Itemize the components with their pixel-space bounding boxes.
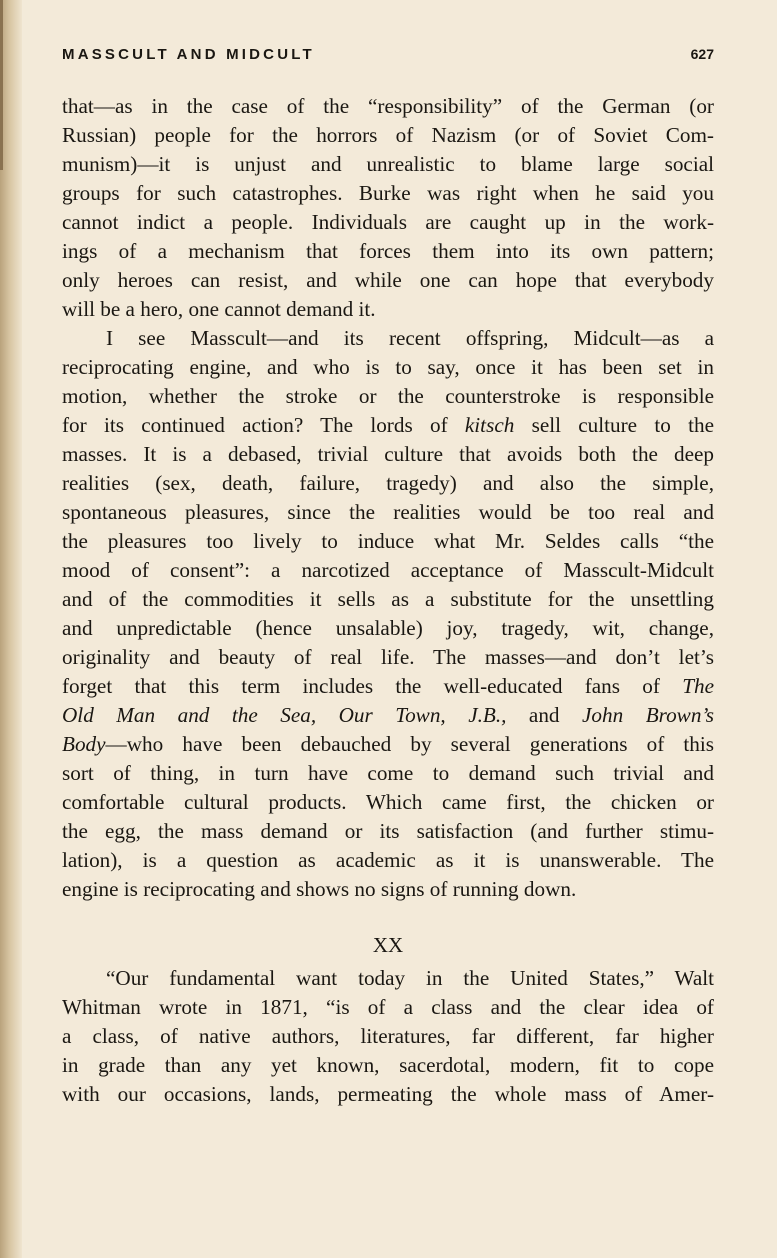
text-line: with our occasions, lands, permeating the whole mass of Amer- xyxy=(62,1082,714,1106)
text-line: I see Masscult—and its recent offspring, Midcult—as a xyxy=(106,326,714,350)
text-run: and xyxy=(506,703,583,727)
text-line: that—as in the case of the “responsibility” of the German (or xyxy=(62,94,714,118)
text-line: cannot indict a people. Individuals are caught up in the work- xyxy=(62,210,714,234)
text-line: the pleasures too lively to induce what Mr. Seldes calls “the xyxy=(62,529,714,553)
text-line: only heroes can resist, and while one can hope that everybody xyxy=(62,268,714,292)
text-line: sort of thing, in turn have come to demand such trivial and xyxy=(62,761,714,785)
text-line: “Our fundamental want today in the United States,” Walt xyxy=(106,966,714,990)
text-line: will be a hero, one cannot demand it. xyxy=(62,297,376,321)
text-line: Whitman wrote in 1871, “is of a class and the clear idea of xyxy=(62,995,714,1019)
text-line: the egg, the mass demand or its satisfaction (and further stimu- xyxy=(62,819,714,843)
italic-title: Old Man and the Sea, Our Town, J.B., xyxy=(62,703,507,727)
book-page xyxy=(62,46,714,1109)
text-line: lation), is a question as academic as it is unanswerable. The xyxy=(62,848,714,872)
running-head xyxy=(62,46,714,76)
paragraph-1 xyxy=(62,92,714,324)
text-line: mood of consent”: a narcotized acceptance of Masscult-Midcult xyxy=(62,558,714,582)
text-line: and unpredictable (hence unsalable) joy, tragedy, wit, change, xyxy=(62,616,714,640)
text-line xyxy=(62,411,714,440)
running-head-title: MASSCULT AND MIDCULT xyxy=(62,46,315,63)
paragraph-2 xyxy=(62,324,714,904)
page-number: 627 xyxy=(690,46,714,62)
text-line: masses. It is a debased, trivial culture that avoids both the deep xyxy=(62,442,714,466)
text-line: originality and beauty of real life. The masses—and don’t let’s xyxy=(62,645,714,669)
text-line: spontaneous pleasures, since the realities would be too real and xyxy=(62,500,714,524)
text-line: realities (sex, death, failure, tragedy) and also the simple, xyxy=(62,471,714,495)
text-line: motion, whether the stroke or the counterstroke is responsible xyxy=(62,384,714,408)
text-line: reciprocating engine, and who is to say, once it has been set in xyxy=(62,355,714,379)
text-line xyxy=(62,672,714,701)
section-heading: XX xyxy=(372,933,404,957)
body-text xyxy=(62,92,714,1109)
italic-title: The xyxy=(682,674,714,698)
italic-title: Body xyxy=(62,732,106,756)
text-line xyxy=(62,730,714,759)
text-run: —who have been debauched by several generations of this xyxy=(105,732,714,756)
paragraph-3 xyxy=(62,964,714,1109)
italic-term-kitsch: kitsch xyxy=(464,413,515,437)
text-line: ings of a mechanism that forces them into its own pattern; xyxy=(62,239,714,263)
text-line xyxy=(62,701,714,730)
text-run: for its continued action? The lords of xyxy=(62,413,465,437)
book-spine-edge xyxy=(0,0,3,170)
text-line: Russian) people for the horrors of Nazism (or of Soviet Com- xyxy=(62,123,714,147)
text-line: munism)—it is unjust and unrealistic to blame large social xyxy=(62,152,714,176)
text-line: in grade than any yet known, sacerdotal, modern, fit to cope xyxy=(62,1053,714,1077)
text-line: a class, of native authors, literatures, far different, far higher xyxy=(62,1024,714,1048)
italic-title: John Brown’s xyxy=(582,703,714,727)
text-run: sell culture to the xyxy=(514,413,714,437)
text-line: groups for such catastrophes. Burke was right when he said you xyxy=(62,181,714,205)
text-run: forget that this term includes the well-educated fans of xyxy=(62,674,683,698)
text-line: and of the commodities it sells as a substitute for the unsettling xyxy=(62,587,714,611)
text-line: engine is reciprocating and shows no signs of running down. xyxy=(62,877,577,901)
book-gutter-shadow xyxy=(0,0,22,1258)
text-line: comfortable cultural products. Which came first, the chicken or xyxy=(62,790,714,814)
